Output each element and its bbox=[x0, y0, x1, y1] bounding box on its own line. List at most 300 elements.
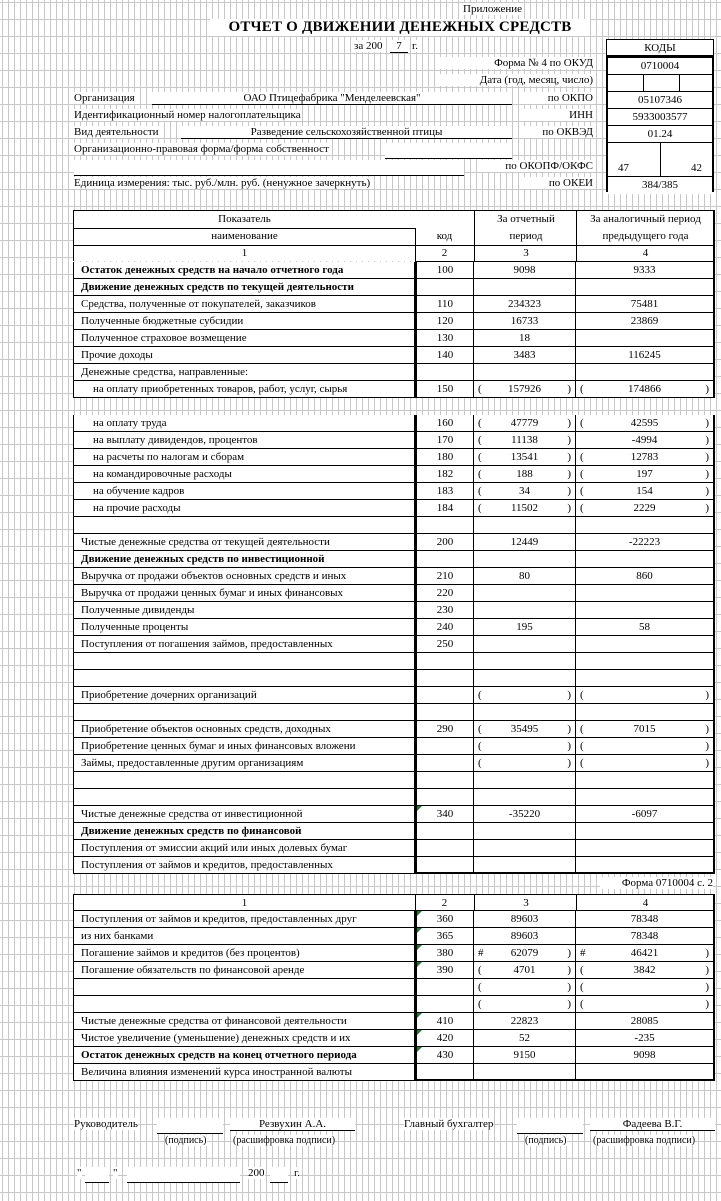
table-row bbox=[73, 262, 715, 279]
current-period-cell[interactable] bbox=[474, 381, 576, 398]
p2-colnum-2: 2 bbox=[441, 897, 448, 909]
row-code bbox=[415, 347, 474, 364]
close-paren: ) bbox=[567, 434, 571, 446]
head-signature-field[interactable] bbox=[157, 1118, 223, 1134]
row-code bbox=[415, 415, 474, 432]
table-row bbox=[73, 585, 715, 602]
row-name: Остаток денежных средств на конец отчетного периода bbox=[73, 1047, 415, 1064]
row-code bbox=[415, 313, 474, 330]
row-code bbox=[415, 840, 474, 857]
period-suffix: г. bbox=[412, 40, 419, 52]
date-code[interactable] bbox=[608, 75, 712, 92]
row-code-text: 240 bbox=[436, 621, 454, 633]
previous-period-cell[interactable] bbox=[576, 534, 715, 551]
current-period-cell[interactable] bbox=[474, 364, 576, 381]
open-paren: ( bbox=[580, 689, 584, 701]
row-name: Остаток денежных средств на начало отчетного года bbox=[73, 262, 415, 279]
cell-value: 4701 bbox=[513, 964, 536, 976]
previous-period-cell[interactable] bbox=[576, 313, 715, 330]
previous-period-cell[interactable] bbox=[576, 415, 715, 432]
current-period-cell[interactable] bbox=[474, 911, 576, 928]
row-code bbox=[415, 296, 474, 313]
open-paren: ( bbox=[580, 468, 584, 480]
cell-value: 2229 bbox=[633, 502, 656, 514]
current-period-cell[interactable] bbox=[474, 738, 576, 755]
cell-value: 188 bbox=[516, 468, 533, 480]
legal-form-field[interactable] bbox=[385, 143, 512, 159]
previous-period-cell[interactable] bbox=[576, 483, 715, 500]
table-row bbox=[73, 687, 715, 704]
current-period-cell[interactable] bbox=[474, 806, 576, 823]
table-row bbox=[73, 962, 715, 979]
close-paren: ) bbox=[705, 451, 709, 463]
open-paren: ( bbox=[478, 757, 482, 769]
current-period-cell[interactable] bbox=[474, 619, 576, 636]
row-code-text: 180 bbox=[436, 451, 454, 463]
row-name: Погашение займов и кредитов (без процентов) bbox=[73, 945, 415, 962]
current-period-cell[interactable] bbox=[474, 483, 576, 500]
current-period-cell[interactable] bbox=[474, 330, 576, 347]
row-code bbox=[415, 1013, 474, 1030]
row-code-text: 160 bbox=[436, 417, 454, 429]
codes-title: КОДЫ bbox=[606, 39, 714, 56]
okei-label: по ОКЕИ bbox=[520, 177, 593, 189]
row-name bbox=[73, 772, 415, 789]
cell-value: 12449 bbox=[510, 536, 539, 548]
cell-value: 11138 bbox=[511, 434, 538, 446]
row-code-text: 183 bbox=[436, 485, 454, 497]
cell-value: -6097 bbox=[631, 808, 658, 820]
cell-value: 42595 bbox=[630, 417, 659, 429]
open-paren: ( bbox=[580, 485, 584, 497]
row-code-text: 210 bbox=[436, 570, 454, 582]
row-code-text: 110 bbox=[436, 298, 454, 310]
table-row bbox=[73, 911, 715, 928]
previous-period-cell[interactable] bbox=[576, 432, 715, 449]
okopf-code[interactable]: 47 bbox=[618, 162, 629, 174]
row-code bbox=[415, 449, 474, 466]
table-row bbox=[73, 823, 715, 840]
activity-field[interactable]: Разведение сельскохозяйственной птицы bbox=[181, 126, 512, 139]
current-period-cell[interactable] bbox=[474, 602, 576, 619]
close-paren: ) bbox=[705, 981, 709, 993]
row-code bbox=[415, 619, 474, 636]
row-code bbox=[415, 945, 474, 962]
current-period-cell[interactable] bbox=[474, 840, 576, 857]
current-period-cell[interactable] bbox=[474, 585, 576, 602]
sign-day-field[interactable] bbox=[85, 1167, 109, 1183]
open-paren: ( bbox=[580, 383, 584, 395]
row-code bbox=[415, 1030, 474, 1047]
open-paren: ( bbox=[478, 451, 482, 463]
close-paren: ) bbox=[567, 740, 571, 752]
row-name: Прочие доходы bbox=[73, 347, 415, 364]
previous-period-cell[interactable] bbox=[576, 911, 715, 928]
previous-period-cell[interactable] bbox=[576, 296, 715, 313]
previous-period-cell[interactable] bbox=[576, 585, 715, 602]
current-period-cell[interactable] bbox=[474, 551, 576, 568]
previous-period-cell[interactable] bbox=[576, 945, 715, 962]
cell-value: -235 bbox=[634, 1032, 655, 1044]
cell-value: -35220 bbox=[508, 808, 541, 820]
row-code bbox=[415, 602, 474, 619]
cell-value: 62079 bbox=[510, 947, 539, 959]
close-paren: ) bbox=[567, 417, 571, 429]
cell-value: 860 bbox=[636, 570, 653, 582]
row-code bbox=[415, 823, 474, 840]
row-code bbox=[415, 755, 474, 772]
current-period-cell[interactable] bbox=[474, 432, 576, 449]
row-name: на расчеты по налогам и сборам bbox=[73, 449, 415, 466]
row-name: Поступления от займов и кредитов, предоставленных друг bbox=[73, 911, 415, 928]
cell-comment-marker-icon bbox=[417, 945, 422, 950]
current-period-cell[interactable] bbox=[474, 534, 576, 551]
previous-period-cell[interactable] bbox=[576, 928, 715, 945]
table-row bbox=[73, 279, 715, 296]
row-name: на прочие расходы bbox=[73, 500, 415, 517]
close-paren: ) bbox=[705, 689, 709, 701]
previous-period-cell[interactable] bbox=[576, 653, 715, 670]
okfs-code[interactable]: 42 bbox=[691, 162, 702, 174]
current-period-cell[interactable] bbox=[474, 347, 576, 364]
legal-form-field-2[interactable] bbox=[74, 160, 464, 176]
close-paren: ) bbox=[705, 502, 709, 514]
previous-period-cell[interactable] bbox=[576, 364, 715, 381]
current-period-cell[interactable] bbox=[474, 313, 576, 330]
row-code bbox=[415, 500, 474, 517]
previous-period-cell[interactable] bbox=[576, 619, 715, 636]
row-name: Движение денежных средств по финансовой bbox=[73, 823, 415, 840]
close-paren: ) bbox=[567, 502, 571, 514]
previous-period-cell[interactable] bbox=[576, 279, 715, 296]
row-name: Движение денежных средств по текущей деятельности bbox=[73, 279, 415, 296]
current-period-cell[interactable] bbox=[474, 568, 576, 585]
row-name bbox=[73, 704, 415, 721]
chief-accountant-name-field[interactable]: Фадеева В.Г. bbox=[590, 1118, 715, 1131]
row-code bbox=[415, 1047, 474, 1064]
current-period-cell[interactable] bbox=[474, 466, 576, 483]
row-code bbox=[415, 806, 474, 823]
current-period-cell[interactable] bbox=[474, 1047, 576, 1064]
close-paren: ) bbox=[705, 723, 709, 735]
close-paren: ) bbox=[567, 947, 571, 959]
overflow-hash: # bbox=[478, 947, 484, 959]
row-name: Чистые денежные средства от финансовой деятельности bbox=[73, 1013, 415, 1030]
cell-value: 157926 bbox=[508, 383, 541, 395]
appendix-label: Приложение bbox=[463, 3, 523, 15]
row-name: на оплату труда bbox=[73, 415, 415, 432]
row-code bbox=[415, 517, 474, 534]
current-period-cell[interactable] bbox=[474, 670, 576, 687]
table-row bbox=[73, 806, 715, 823]
row-name: Погашение обязательств по финансовой аренде bbox=[73, 962, 415, 979]
current-period-cell[interactable] bbox=[474, 262, 576, 279]
table-row bbox=[73, 928, 715, 945]
row-name: Поступления от эмиссии акций или иных долевых бумаг bbox=[73, 840, 415, 857]
current-period-cell[interactable] bbox=[474, 279, 576, 296]
current-period-cell[interactable] bbox=[474, 704, 576, 721]
page2-label: Форма 0710004 с. 2 bbox=[600, 877, 713, 889]
row-code-text: 420 bbox=[436, 1032, 454, 1044]
period-prefix: за 200 bbox=[354, 40, 383, 52]
close-paren: ) bbox=[567, 451, 571, 463]
row-code bbox=[415, 279, 474, 296]
current-period-cell[interactable] bbox=[474, 945, 576, 962]
table-row bbox=[73, 534, 715, 551]
table-row bbox=[73, 364, 715, 381]
close-paren: ) bbox=[705, 740, 709, 752]
current-period-cell[interactable] bbox=[474, 500, 576, 517]
previous-period-cell[interactable] bbox=[576, 721, 715, 738]
sign-year-field[interactable] bbox=[270, 1167, 288, 1183]
chief-decode-caption: (расшифровка подписи) bbox=[593, 1135, 696, 1146]
current-period-cell[interactable] bbox=[474, 823, 576, 840]
inn-code[interactable]: 5933003577 bbox=[608, 109, 712, 126]
cell-value: 47779 bbox=[510, 417, 539, 429]
previous-period-cell[interactable] bbox=[576, 704, 715, 721]
row-code bbox=[415, 704, 474, 721]
previous-period-cell[interactable] bbox=[576, 840, 715, 857]
previous-period-cell[interactable] bbox=[576, 996, 715, 1013]
current-period-cell[interactable] bbox=[474, 928, 576, 945]
previous-period-cell[interactable] bbox=[576, 789, 715, 806]
cell-value: 35495 bbox=[510, 723, 539, 735]
header-name: наименование bbox=[74, 228, 416, 246]
close-paren: ) bbox=[567, 383, 571, 395]
okei-code[interactable]: 384/385 bbox=[608, 177, 712, 194]
open-paren: ( bbox=[478, 468, 482, 480]
previous-period-cell[interactable] bbox=[576, 738, 715, 755]
cell-value: 9333 bbox=[633, 264, 656, 276]
period-year-field[interactable]: 7 bbox=[390, 40, 408, 53]
current-period-cell[interactable] bbox=[474, 415, 576, 432]
previous-period-cell[interactable] bbox=[576, 1047, 715, 1064]
table-row bbox=[73, 483, 715, 500]
okpo-code[interactable]: 05107346 bbox=[608, 92, 712, 109]
table-row bbox=[73, 840, 715, 857]
org-label: Организация bbox=[74, 92, 135, 104]
row-name: на оплату приобретенных товаров, работ, услуг, сырья bbox=[73, 381, 415, 398]
previous-period-cell[interactable] bbox=[576, 517, 715, 534]
previous-period-cell[interactable] bbox=[576, 347, 715, 364]
cell-value: 3842 bbox=[633, 964, 656, 976]
previous-period-cell[interactable] bbox=[576, 1013, 715, 1030]
row-code bbox=[415, 381, 474, 398]
sign-year-suffix: г. bbox=[294, 1167, 301, 1179]
close-paren: ) bbox=[705, 485, 709, 497]
table-row bbox=[73, 449, 715, 466]
close-paren: ) bbox=[705, 434, 709, 446]
open-paren: ( bbox=[478, 383, 482, 395]
chief-accountant-signature-field[interactable] bbox=[517, 1118, 583, 1134]
cell-value: 116245 bbox=[628, 349, 661, 361]
table-row bbox=[73, 653, 715, 670]
table-header bbox=[73, 210, 715, 261]
cell-value: 12783 bbox=[630, 451, 659, 463]
row-code bbox=[415, 330, 474, 347]
open-paren: ( bbox=[478, 981, 482, 993]
close-paren: ) bbox=[567, 468, 571, 480]
previous-period-cell[interactable] bbox=[576, 962, 715, 979]
open-paren: ( bbox=[580, 451, 584, 463]
row-code-text: 250 bbox=[436, 638, 454, 650]
row-name: Полученные дивиденды bbox=[73, 602, 415, 619]
header-prev-2: предыдущего года bbox=[576, 228, 714, 246]
current-period-cell[interactable] bbox=[474, 789, 576, 806]
previous-period-cell[interactable] bbox=[576, 636, 715, 653]
cell-value: 9098 bbox=[513, 264, 536, 276]
current-period-cell[interactable] bbox=[474, 996, 576, 1013]
row-code-text: 410 bbox=[436, 1015, 454, 1027]
okud-label: Форма № 4 по ОКУД bbox=[440, 57, 593, 69]
current-period-cell[interactable] bbox=[474, 636, 576, 653]
cell-value: -22223 bbox=[628, 536, 661, 548]
cell-value: 154 bbox=[636, 485, 653, 497]
row-code-text: 120 bbox=[436, 315, 454, 327]
org-name-field[interactable]: ОАО Птицефабрика "Менделеевская" bbox=[152, 92, 512, 105]
current-period-cell[interactable] bbox=[474, 653, 576, 670]
row-code-text: 230 bbox=[436, 604, 454, 616]
table-row bbox=[73, 466, 715, 483]
close-paren: ) bbox=[705, 417, 709, 429]
table-row bbox=[73, 1047, 715, 1064]
previous-period-cell[interactable] bbox=[576, 687, 715, 704]
row-code-text: 390 bbox=[436, 964, 454, 976]
cell-value: 28085 bbox=[630, 1015, 659, 1027]
cell-value: 75481 bbox=[630, 298, 659, 310]
current-period-cell[interactable] bbox=[474, 979, 576, 996]
colnum-4: 4 bbox=[576, 245, 714, 262]
previous-period-cell[interactable] bbox=[576, 823, 715, 840]
okopf-label: по ОКОПФ/ОКФС bbox=[480, 160, 593, 172]
head-name-field[interactable]: Резвухин А.А. bbox=[230, 1118, 355, 1131]
previous-period-cell[interactable] bbox=[576, 330, 715, 347]
close-paren: ) bbox=[705, 964, 709, 976]
row-code bbox=[415, 772, 474, 789]
previous-period-cell[interactable] bbox=[576, 466, 715, 483]
open-paren: ( bbox=[580, 757, 584, 769]
row-name: из них банками bbox=[73, 928, 415, 945]
row-name: Поступления от займов и кредитов, предоставленных bbox=[73, 857, 415, 874]
row-code bbox=[415, 789, 474, 806]
open-paren: ( bbox=[478, 689, 482, 701]
current-period-cell[interactable] bbox=[474, 296, 576, 313]
cell-value: 9098 bbox=[633, 1049, 656, 1061]
previous-period-cell[interactable] bbox=[576, 670, 715, 687]
row-code bbox=[415, 996, 474, 1013]
row-code bbox=[415, 432, 474, 449]
table-row bbox=[73, 789, 715, 806]
close-paren: ) bbox=[567, 998, 571, 1010]
open-paren: ( bbox=[580, 981, 584, 993]
previous-period-cell[interactable] bbox=[576, 979, 715, 996]
open-paren: ( bbox=[478, 998, 482, 1010]
previous-period-cell[interactable] bbox=[576, 806, 715, 823]
cell-value: 3483 bbox=[513, 349, 536, 361]
row-code bbox=[415, 653, 474, 670]
row-code bbox=[415, 979, 474, 996]
previous-period-cell[interactable] bbox=[576, 755, 715, 772]
close-paren: ) bbox=[705, 947, 709, 959]
row-code bbox=[415, 738, 474, 755]
open-paren: ( bbox=[580, 964, 584, 976]
current-period-cell[interactable] bbox=[474, 1030, 576, 1047]
previous-period-cell[interactable] bbox=[576, 1030, 715, 1047]
header-indicator: Показатель bbox=[74, 211, 415, 229]
row-name: Чистое увеличение (уменьшение) денежных средств и их bbox=[73, 1030, 415, 1047]
row-name: Движение денежных средств по инвестиционной bbox=[73, 551, 415, 568]
previous-period-cell[interactable] bbox=[576, 262, 715, 279]
previous-period-cell[interactable] bbox=[576, 449, 715, 466]
okud-code[interactable]: 0710004 bbox=[608, 58, 712, 75]
row-code bbox=[415, 585, 474, 602]
cell-value: 52 bbox=[519, 1032, 530, 1044]
chief-sign-caption: (подпись) bbox=[525, 1135, 567, 1146]
okopf-okfs-code bbox=[608, 143, 712, 177]
close-paren: ) bbox=[567, 689, 571, 701]
current-period-cell[interactable] bbox=[474, 517, 576, 534]
colnum-3: 3 bbox=[474, 245, 577, 262]
previous-period-cell[interactable] bbox=[576, 551, 715, 568]
head-sign-caption: (подпись) bbox=[165, 1135, 207, 1146]
previous-period-cell[interactable] bbox=[576, 381, 715, 398]
current-period-cell[interactable] bbox=[474, 962, 576, 979]
previous-period-cell[interactable] bbox=[576, 568, 715, 585]
open-paren: ( bbox=[580, 998, 584, 1010]
close-paren: ) bbox=[705, 998, 709, 1010]
table-row bbox=[73, 568, 715, 585]
row-name: Чистые денежные средства от инвестиционной bbox=[73, 806, 415, 823]
row-name: Величина влияния изменений курса иностранной валюты bbox=[73, 1064, 415, 1081]
cell-value: 23869 bbox=[630, 315, 659, 327]
row-code bbox=[415, 466, 474, 483]
okved-code[interactable]: 01.24 bbox=[608, 126, 712, 143]
current-period-cell[interactable] bbox=[474, 772, 576, 789]
sign-month-field[interactable] bbox=[127, 1167, 240, 1183]
close-paren: ) bbox=[567, 981, 571, 993]
row-code bbox=[415, 551, 474, 568]
open-paren: ( bbox=[478, 434, 482, 446]
open-paren: ( bbox=[478, 740, 482, 752]
cell-value: 34 bbox=[519, 485, 530, 497]
row-code-text: 290 bbox=[436, 723, 454, 735]
table-row bbox=[73, 704, 715, 721]
open-paren: ( bbox=[580, 723, 584, 735]
row-name bbox=[73, 670, 415, 687]
table-header-page2 bbox=[73, 894, 715, 911]
row-code-text: 182 bbox=[436, 468, 454, 480]
current-period-cell[interactable] bbox=[474, 721, 576, 738]
current-period-cell[interactable] bbox=[474, 755, 576, 772]
table-row bbox=[73, 517, 715, 534]
table-row bbox=[73, 415, 715, 432]
current-period-cell[interactable] bbox=[474, 449, 576, 466]
previous-period-cell[interactable] bbox=[576, 500, 715, 517]
cell-value: 16733 bbox=[510, 315, 539, 327]
current-period-cell[interactable] bbox=[474, 687, 576, 704]
row-name: Средства, полученные от покупателей, заказчиков bbox=[73, 296, 415, 313]
row-code-text: 430 bbox=[436, 1049, 454, 1061]
row-code-text: 380 bbox=[436, 947, 454, 959]
row-name bbox=[73, 789, 415, 806]
previous-period-cell[interactable] bbox=[576, 602, 715, 619]
current-period-cell[interactable] bbox=[474, 1013, 576, 1030]
date-quote-open: " bbox=[77, 1167, 82, 1179]
previous-period-cell[interactable] bbox=[576, 772, 715, 789]
cell-value: 58 bbox=[639, 621, 650, 633]
row-name: Выручка от продажи ценных бумаг и иных финансовых bbox=[73, 585, 415, 602]
table-row bbox=[73, 721, 715, 738]
